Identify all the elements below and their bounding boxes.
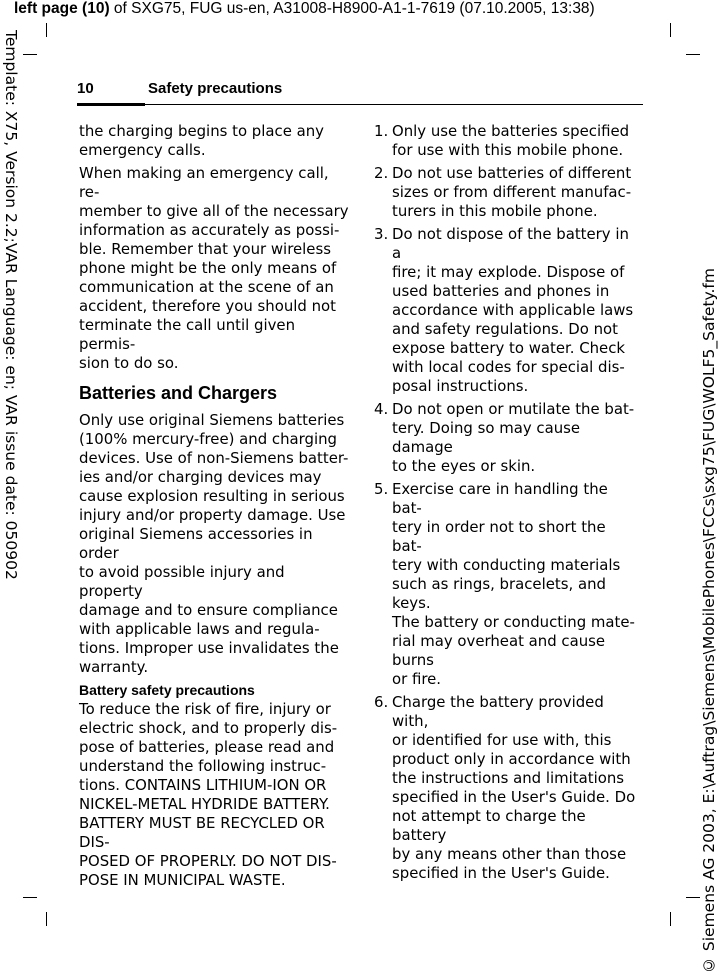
crop-mark (46, 912, 47, 926)
list-text: Do not dispose of the battery in a fire; it may explode. Dispose of used batteries and phones in accordance with applicable laws and safety regulations. Do not expose battery to water. Check with local codes for special dis- posal instructions. (392, 225, 634, 395)
print-job-page: left page (10) (14, 0, 110, 17)
crop-mark (670, 23, 671, 37)
right-column (374, 122, 639, 887)
paragraph-emergency-intro: the charging begins to place any emergency calls. (79, 122, 324, 159)
list-text: Exercise care in handling the bat- tery in order not to short the bat- tery with conducting materials such as rings, bracelets, and keys. The battery or conducting mate- rial may overheat and cause burns or fire. (392, 480, 635, 688)
template-info-margin (0, 30, 22, 650)
list-text: Charge the battery provided with, or identified for use with, this product only in accordance with the instructions and limitations specified in the User's Guide. Do not attempt to charge the battery by any means other than those specified in the User's Guide. (392, 693, 636, 882)
crop-mark (23, 54, 37, 55)
list-item (374, 400, 639, 476)
list-text: Do not use batteries of different sizes or from different manufac- turers in this mobile phone. (392, 164, 632, 220)
list-text: Do not open or mutilate the bat- tery. Doing so may cause damage to the eyes or skin. (392, 400, 635, 475)
list-number: 2. (374, 164, 389, 182)
battery-precautions-list (374, 122, 639, 883)
template-info-text: Template: X75, Version 2.2;VAR Language: en; VAR issue date: 050902 (2, 30, 20, 580)
paragraph-emergency-call: When making an emergency call, re- member to give all of the necessary information as accurately as possi- ble. Remember that your wireless phone might be the only means of communication at the scene of an accident, therefore you should not terminate the call until given permis- sion to do so. (79, 164, 349, 372)
list-number: 4. (374, 400, 389, 418)
list-number: 1. (374, 122, 389, 140)
list-item (374, 480, 639, 689)
list-number: 5. (374, 480, 389, 498)
crop-mark (686, 54, 700, 55)
subheading-battery-safety: Battery safety precautions (79, 682, 255, 698)
copyright-text: © Siemens AG 2003, E:\Auftrag\Siemens\MobilePhones\FCCs\sxg75\FUG\WOLF5_Safety.fm (700, 268, 718, 974)
list-item (374, 164, 639, 221)
crop-mark (23, 897, 37, 898)
running-title: Safety precautions (148, 80, 283, 97)
crop-mark (670, 912, 671, 926)
list-number: 3. (374, 225, 389, 243)
list-item (374, 225, 639, 396)
page-number: 10 (77, 80, 94, 97)
crop-mark (46, 23, 47, 37)
header-rule (77, 104, 643, 105)
paragraph-batteries: Only use original Siemens batteries (100% mercury-free) and charging devices. Use of non-Siemens batter- ies and/or charging devices may cause explosion resulting in serious injury and/or property damage. Use original Siemens accessories in order to avoid possible injury and property damage and to ensure compliance with applicable laws and regula- tions. Improper use invalidates the warranty. (79, 411, 349, 676)
section-heading-batteries: Batteries and Chargers (79, 383, 278, 403)
list-number: 6. (374, 693, 389, 711)
header-rule-accent (77, 103, 145, 106)
paragraph-battery-safety: To reduce the risk of fire, injury or electric shock, and to properly dis- pose of batteries, please read and understand the following instruc- tions. CONTAINS LITHIUM-ION OR NICKEL-METAL HYDRIDE BATTERY. BATTERY MUST BE RECYCLED OR DIS- POSED OF PROPERLY. DO NOT DIS- POSE IN MUNICIPAL WASTE. (79, 700, 338, 889)
list-item (374, 693, 639, 883)
list-text: Only use the batteries specified for use with this mobile phone. (392, 122, 630, 159)
print-job-header (14, 0, 714, 18)
left-column (79, 122, 349, 894)
print-job-details: of SXG75, FUG us-en, A31008-H8900-A1-1-7619 (07.10.2005, 13:38) (109, 0, 595, 17)
list-item (374, 122, 639, 160)
copyright-margin (698, 268, 719, 974)
